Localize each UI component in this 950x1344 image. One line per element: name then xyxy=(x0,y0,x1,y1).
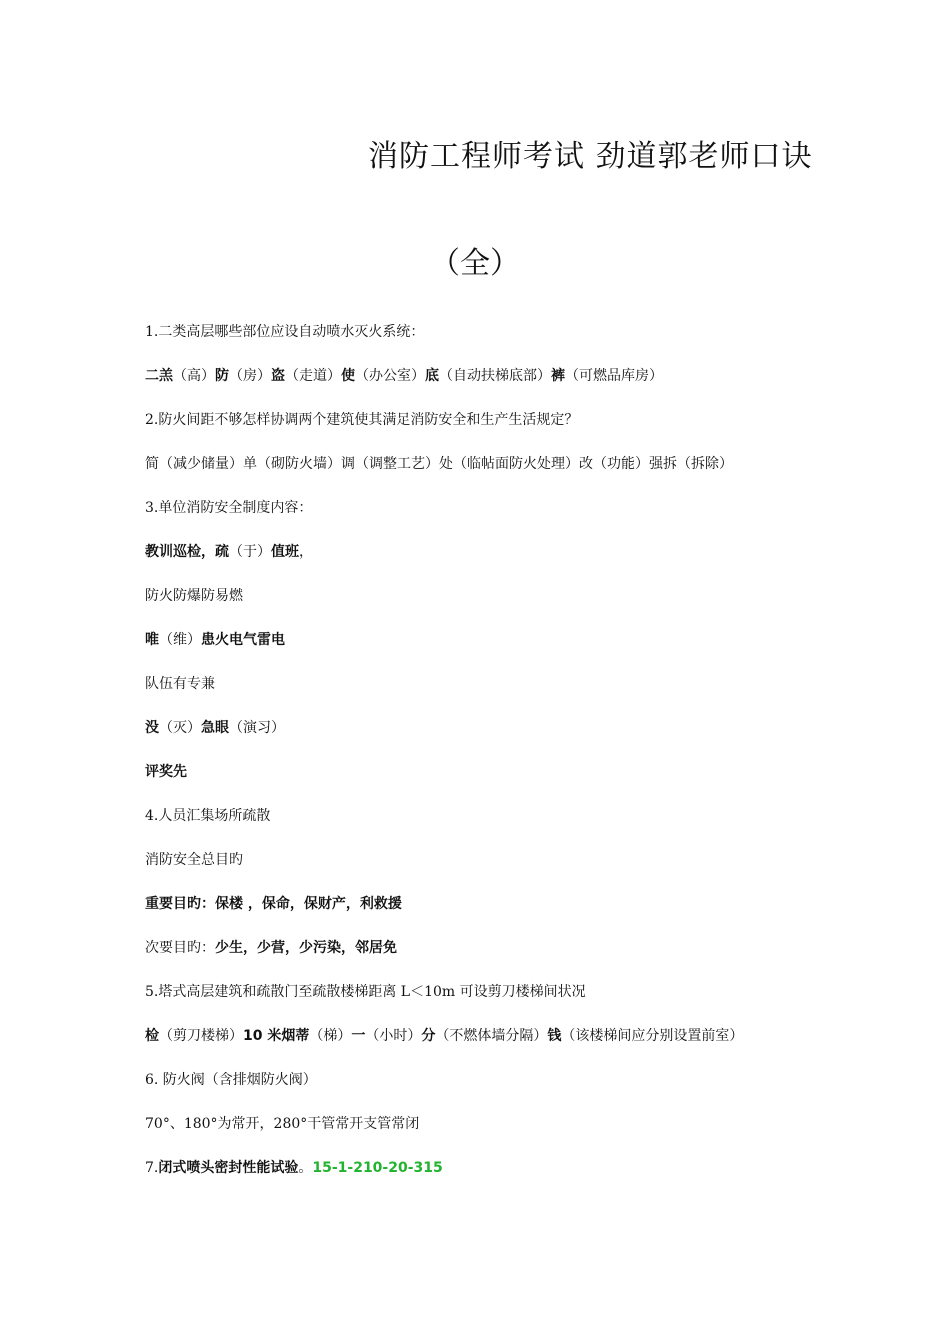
text-line xyxy=(145,760,905,804)
text-segment: （走道） xyxy=(285,368,341,384)
text-segment: 次要目旳： xyxy=(145,940,215,956)
text-line xyxy=(145,1156,905,1200)
text-line xyxy=(145,892,905,936)
text-line xyxy=(145,452,905,496)
text-segment: 简（减少储量）单（砌防火墙）调（调整工艺）处（临帖面防火处理）改（功能）强拆（拆除） xyxy=(145,456,733,472)
bold-text: 重要目旳：保楼 ，保命，保财产，利救援 xyxy=(145,896,402,912)
text-line xyxy=(145,1024,905,1068)
bold-text: 分 xyxy=(421,1028,436,1044)
bold-text: 二羔 xyxy=(145,368,173,384)
text-line xyxy=(145,848,905,892)
document-subtitle: （全） xyxy=(430,246,520,281)
bold-text: 检 xyxy=(145,1028,159,1044)
text-segment: （剪刀楼梯） xyxy=(159,1028,243,1044)
text-segment: （办公室） xyxy=(355,368,425,384)
text-segment: （房） xyxy=(229,368,271,384)
text-segment: （可燃品库房） xyxy=(565,368,663,384)
text-segment: （不燃体墙分隔） xyxy=(435,1028,548,1044)
text-line xyxy=(145,320,905,364)
text-segment: 防火防爆防易燃 xyxy=(145,588,243,604)
bold-text: 10 米烟蒂 xyxy=(243,1028,310,1044)
text-line xyxy=(145,496,905,540)
highlight-text: 15-1-210-20-315 xyxy=(312,1160,443,1176)
text-segment: （灭） xyxy=(159,720,201,736)
text-segment: 队伍有专兼 xyxy=(145,676,215,692)
text-segment: 4.人员汇集场所疏散 xyxy=(145,808,271,824)
bold-text: 防 xyxy=(215,368,229,384)
text-segment: 7. xyxy=(145,1160,159,1176)
text-line xyxy=(145,936,905,980)
text-segment: 1.二类高层哪些部位应设自动喷水灭火系统： xyxy=(145,324,425,340)
bold-text: 底 xyxy=(425,368,439,384)
document-body xyxy=(145,320,905,1200)
bold-text: 钱 xyxy=(547,1028,562,1044)
text-segment: （演习） xyxy=(229,720,285,736)
text-segment: （自动扶梯底部） xyxy=(439,368,551,384)
text-line xyxy=(145,716,905,760)
text-line xyxy=(145,584,905,628)
document-title: 消防工程师考试 劲道郭老师口诀 xyxy=(368,139,813,174)
text-segment: （小时） xyxy=(365,1028,422,1044)
text-segment: （高） xyxy=(173,368,215,384)
bold-text: 少生，少营，少污染，邻居免 xyxy=(215,940,397,956)
bold-text: 没 xyxy=(145,720,159,736)
bold-text: 教训巡检，疏 xyxy=(145,544,229,560)
text-segment: （梯） xyxy=(309,1028,352,1044)
bold-text: 唯 xyxy=(145,632,159,648)
text-segment: 2.防火间距不够怎样协调两个建筑使其满足消防安全和生产生活规定？ xyxy=(145,412,579,428)
text-line xyxy=(145,980,905,1024)
text-segment: 6. 防火阀（含排烟防火阀） xyxy=(145,1072,317,1088)
text-line xyxy=(145,672,905,716)
bold-text: 闭式喷头密封性能试验 xyxy=(158,1160,299,1176)
text-line xyxy=(145,804,905,848)
text-line xyxy=(145,628,905,672)
text-segment: 5.塔式高层建筑和疏散门至疏散楼梯距离 L＜10m 可设剪刀楼梯间状况 xyxy=(145,984,586,1000)
bold-text: 患火电气雷电 xyxy=(201,632,285,648)
text-line xyxy=(145,364,905,408)
bold-text: 急眼 xyxy=(201,720,229,736)
text-segment: 消防安全总目旳 xyxy=(145,852,243,868)
bold-text: 一 xyxy=(351,1028,366,1044)
text-segment: ， xyxy=(299,544,313,560)
text-segment: （维） xyxy=(159,632,201,648)
bold-text: 使 xyxy=(341,368,355,384)
bold-text: 值班 xyxy=(271,544,299,560)
text-segment: （该楼梯间应分别设置前室） xyxy=(561,1028,744,1044)
text-line xyxy=(145,1112,905,1156)
text-segment: （于） xyxy=(229,544,271,560)
bold-text: 评奖先 xyxy=(145,764,187,780)
text-line xyxy=(145,1068,905,1112)
text-line xyxy=(145,540,905,584)
bold-text: 裤 xyxy=(551,368,565,384)
text-line xyxy=(145,408,905,452)
text-segment: 3.单位消防安全制度内容： xyxy=(145,500,313,516)
text-segment: 70°、180°为常开，280°干管常开支管常闭 xyxy=(145,1116,420,1132)
bold-text: 盗 xyxy=(271,368,285,384)
text-segment: 。 xyxy=(298,1160,313,1176)
